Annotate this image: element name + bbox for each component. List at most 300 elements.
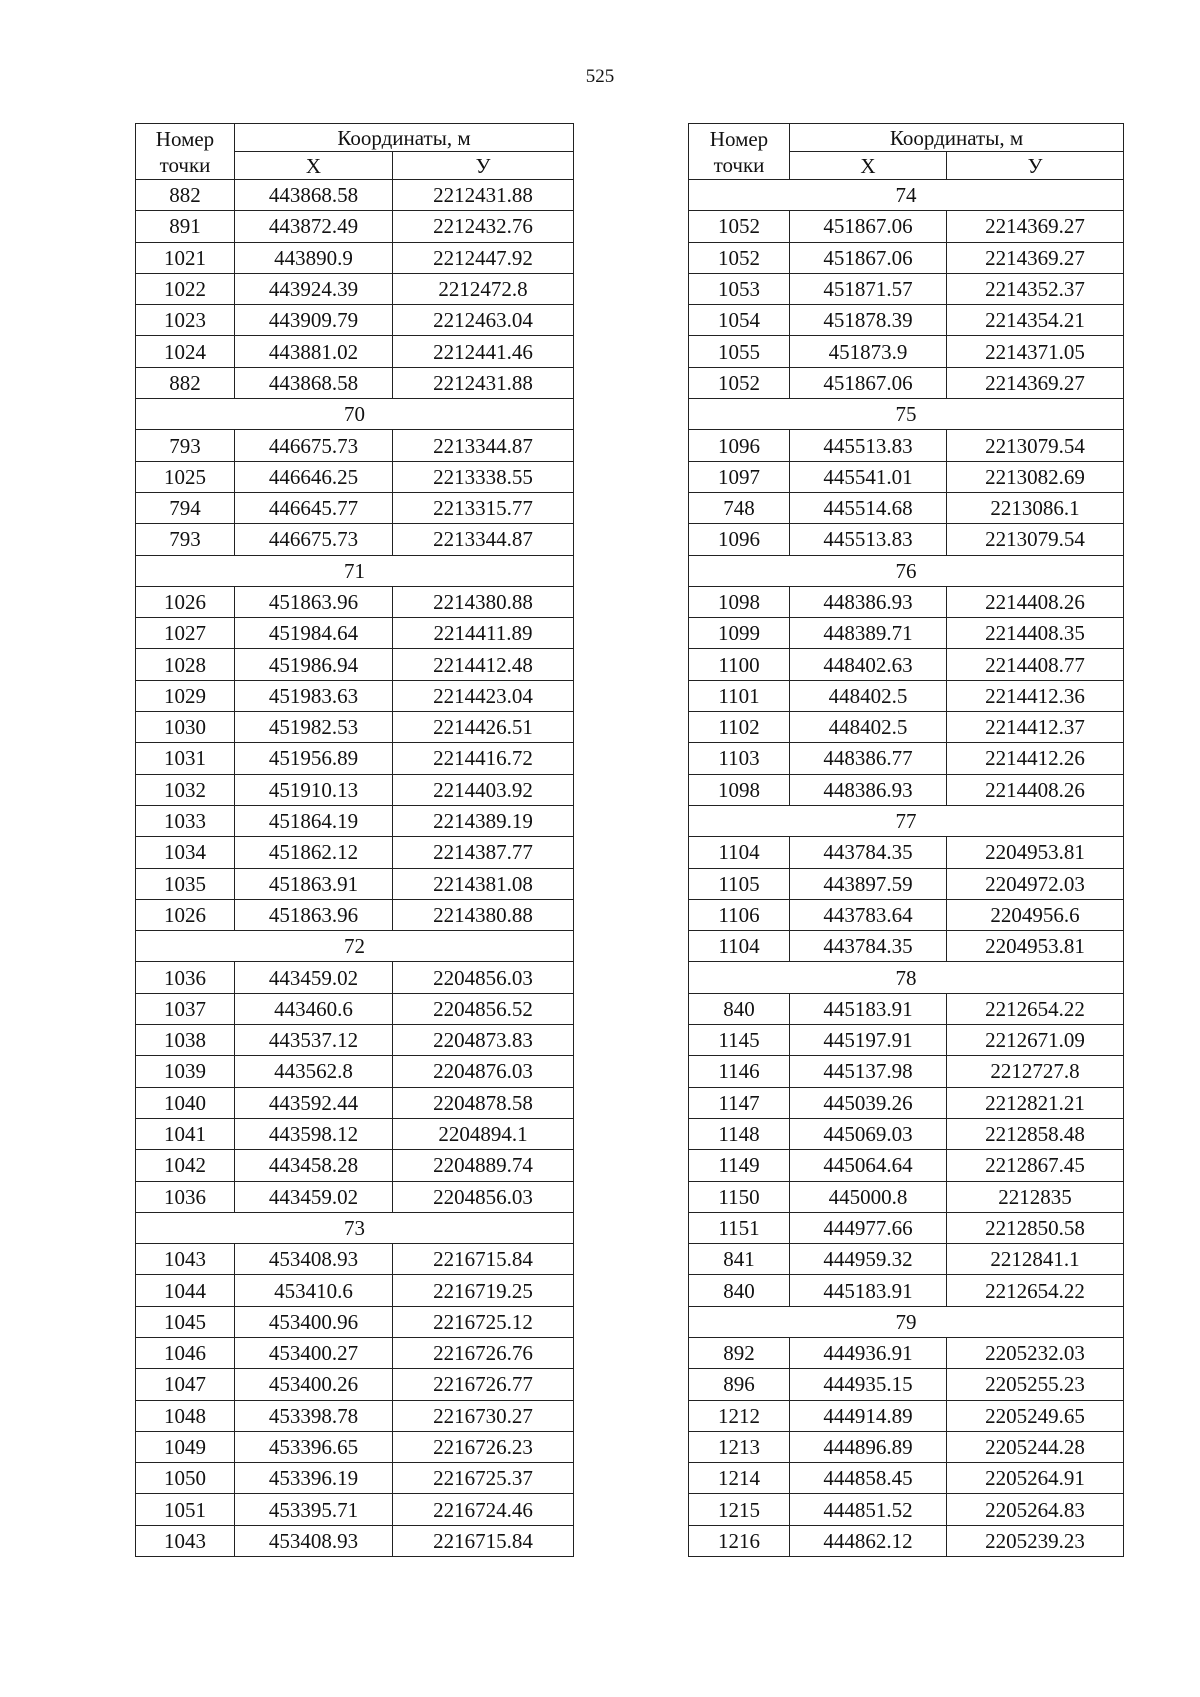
x-coordinate-cell: 451867.06 <box>790 211 947 242</box>
table-row <box>136 868 574 899</box>
table-row <box>136 962 574 993</box>
table-row <box>136 524 574 555</box>
table-row <box>136 180 574 211</box>
x-coordinate-cell: 444896.89 <box>790 1431 947 1462</box>
table-row <box>136 1025 574 1056</box>
point-number-cell: 1216 <box>689 1525 790 1556</box>
point-number-cell: 1102 <box>689 712 790 743</box>
table-row <box>689 743 1124 774</box>
x-coordinate-cell: 448386.77 <box>790 743 947 774</box>
table-row <box>136 305 574 336</box>
point-number-cell: 1026 <box>136 586 235 617</box>
point-number-cell: 841 <box>689 1244 790 1275</box>
table-row <box>136 993 574 1024</box>
table-row <box>689 931 1124 962</box>
point-number-cell: 1052 <box>689 367 790 398</box>
point-number-cell: 1098 <box>689 586 790 617</box>
table-row <box>136 805 574 836</box>
point-number-cell: 1027 <box>136 618 235 649</box>
y-coordinate-cell: 2204956.6 <box>947 899 1124 930</box>
table-row <box>136 743 574 774</box>
x-coordinate-cell: 445514.68 <box>790 492 947 523</box>
y-coordinate-cell: 2204873.83 <box>393 1025 574 1056</box>
point-number-cell: 882 <box>136 367 235 398</box>
section-row <box>689 805 1124 836</box>
point-number-cell: 1044 <box>136 1275 235 1306</box>
x-coordinate-cell: 443909.79 <box>235 305 393 336</box>
table-body-right <box>689 180 1124 1557</box>
y-coordinate-cell: 2213086.1 <box>947 492 1124 523</box>
table-row <box>689 1212 1124 1243</box>
x-coordinate-cell: 443460.6 <box>235 993 393 1024</box>
section-row <box>136 555 574 586</box>
section-label: 76 <box>689 555 1124 586</box>
x-coordinate-cell: 445183.91 <box>790 1275 947 1306</box>
point-number-cell: 1096 <box>689 524 790 555</box>
x-coordinate-cell: 451982.53 <box>235 712 393 743</box>
x-coordinate-cell: 443598.12 <box>235 1118 393 1149</box>
coordinates-table-right <box>688 123 1124 1557</box>
x-coordinate-cell: 446645.77 <box>235 492 393 523</box>
y-coordinate-cell: 2212432.76 <box>393 211 574 242</box>
x-coordinate-cell: 443458.28 <box>235 1150 393 1181</box>
x-coordinate-cell: 451867.06 <box>790 242 947 273</box>
y-coordinate-cell: 2213344.87 <box>393 524 574 555</box>
point-number-cell: 793 <box>136 430 235 461</box>
y-coordinate-cell: 2204889.74 <box>393 1150 574 1181</box>
y-coordinate-cell: 2214412.48 <box>393 649 574 680</box>
table-row <box>689 211 1124 242</box>
y-coordinate-cell: 2204856.52 <box>393 993 574 1024</box>
y-coordinate-cell: 2212727.8 <box>947 1056 1124 1087</box>
y-coordinate-cell: 2216715.84 <box>393 1525 574 1556</box>
table-row <box>689 461 1124 492</box>
y-coordinate-cell: 2212821.21 <box>947 1087 1124 1118</box>
table-row <box>136 1118 574 1149</box>
y-coordinate-cell: 2214369.27 <box>947 242 1124 273</box>
point-number-cell: 1043 <box>136 1525 235 1556</box>
y-coordinate-cell: 2214352.37 <box>947 273 1124 304</box>
x-coordinate-cell: 451910.13 <box>235 774 393 805</box>
point-number-cell: 1034 <box>136 837 235 868</box>
table-row <box>689 680 1124 711</box>
y-coordinate-cell: 2214426.51 <box>393 712 574 743</box>
table-row <box>689 649 1124 680</box>
y-coordinate-cell: 2205249.65 <box>947 1400 1124 1431</box>
x-coordinate-cell: 445039.26 <box>790 1087 947 1118</box>
table-row <box>136 1275 574 1306</box>
x-coordinate-cell: 453400.27 <box>235 1337 393 1368</box>
coordinates-header: Координаты, м <box>790 124 1124 152</box>
y-coordinate-cell: 2216730.27 <box>393 1400 574 1431</box>
y-coordinate-cell: 2216715.84 <box>393 1244 574 1275</box>
table-row <box>689 993 1124 1024</box>
y-coordinate-cell: 2214369.27 <box>947 367 1124 398</box>
y-coordinate-cell: 2204953.81 <box>947 837 1124 868</box>
y-coordinate-cell: 2212858.48 <box>947 1118 1124 1149</box>
y-column-header: У <box>947 152 1124 180</box>
y-coordinate-cell: 2214389.19 <box>393 805 574 836</box>
x-coordinate-cell: 445197.91 <box>790 1025 947 1056</box>
page-number: 525 <box>585 66 615 87</box>
y-coordinate-cell: 2214369.27 <box>947 211 1124 242</box>
point-number-cell: 1213 <box>689 1431 790 1462</box>
y-coordinate-cell: 2214408.35 <box>947 618 1124 649</box>
x-coordinate-cell: 446646.25 <box>235 461 393 492</box>
table-row <box>689 1025 1124 1056</box>
y-coordinate-cell: 2212431.88 <box>393 367 574 398</box>
section-label: 72 <box>136 931 574 962</box>
point-number-cell: 1029 <box>136 680 235 711</box>
table-row <box>136 774 574 805</box>
x-coordinate-cell: 445541.01 <box>790 461 947 492</box>
point-number-cell: 1032 <box>136 774 235 805</box>
table-row <box>689 1369 1124 1400</box>
table-row <box>689 336 1124 367</box>
point-number-cell: 1215 <box>689 1494 790 1525</box>
table-row <box>689 242 1124 273</box>
y-coordinate-cell: 2216726.77 <box>393 1369 574 1400</box>
table-row <box>689 1463 1124 1494</box>
section-label: 78 <box>689 962 1124 993</box>
point-number-cell: 1150 <box>689 1181 790 1212</box>
point-number-header-line2: точки <box>713 152 765 177</box>
y-coordinate-cell: 2216725.37 <box>393 1463 574 1494</box>
y-coordinate-cell: 2213338.55 <box>393 461 574 492</box>
coordinates-header: Координаты, м <box>235 124 574 152</box>
point-number-cell: 1099 <box>689 618 790 649</box>
table-row <box>689 1525 1124 1556</box>
x-coordinate-cell: 451864.19 <box>235 805 393 836</box>
point-number-cell: 1041 <box>136 1118 235 1149</box>
table-row <box>136 1056 574 1087</box>
y-coordinate-cell: 2204856.03 <box>393 962 574 993</box>
table-row <box>136 837 574 868</box>
table-row <box>689 1056 1124 1087</box>
point-number-cell: 1101 <box>689 680 790 711</box>
y-coordinate-cell: 2204856.03 <box>393 1181 574 1212</box>
point-number-cell: 1030 <box>136 712 235 743</box>
point-number-cell: 1022 <box>136 273 235 304</box>
y-column-header: У <box>393 152 574 180</box>
table-row <box>689 1181 1124 1212</box>
point-number-cell: 1049 <box>136 1431 235 1462</box>
x-coordinate-cell: 446675.73 <box>235 524 393 555</box>
table-row <box>136 1369 574 1400</box>
y-coordinate-cell: 2212447.92 <box>393 242 574 273</box>
x-coordinate-cell: 451863.91 <box>235 868 393 899</box>
y-coordinate-cell: 2216726.76 <box>393 1337 574 1368</box>
point-number-cell: 1053 <box>689 273 790 304</box>
table-row <box>689 524 1124 555</box>
point-number-cell: 892 <box>689 1337 790 1368</box>
y-coordinate-cell: 2214423.04 <box>393 680 574 711</box>
y-coordinate-cell: 2205239.23 <box>947 1525 1124 1556</box>
x-coordinate-cell: 448386.93 <box>790 774 947 805</box>
point-number-cell: 1146 <box>689 1056 790 1087</box>
x-coordinate-cell: 443592.44 <box>235 1087 393 1118</box>
table-row <box>136 1087 574 1118</box>
point-number-cell: 1047 <box>136 1369 235 1400</box>
x-coordinate-cell: 453410.6 <box>235 1275 393 1306</box>
x-column-header: X <box>790 152 947 180</box>
y-coordinate-cell: 2205244.28 <box>947 1431 1124 1462</box>
point-number-cell: 1025 <box>136 461 235 492</box>
y-coordinate-cell: 2214412.26 <box>947 743 1124 774</box>
point-number-cell: 882 <box>136 180 235 211</box>
point-number-cell: 1023 <box>136 305 235 336</box>
x-coordinate-cell: 444959.32 <box>790 1244 947 1275</box>
point-number-cell: 1149 <box>689 1150 790 1181</box>
point-number-cell: 891 <box>136 211 235 242</box>
table-row <box>689 586 1124 617</box>
y-coordinate-cell: 2214408.26 <box>947 586 1124 617</box>
x-coordinate-cell: 453396.65 <box>235 1431 393 1462</box>
x-coordinate-cell: 451878.39 <box>790 305 947 336</box>
x-coordinate-cell: 443897.59 <box>790 868 947 899</box>
table-row <box>136 1337 574 1368</box>
section-row <box>136 1212 574 1243</box>
x-coordinate-cell: 448402.5 <box>790 680 947 711</box>
x-coordinate-cell: 451956.89 <box>235 743 393 774</box>
table-row <box>689 618 1124 649</box>
table-row <box>689 305 1124 336</box>
y-coordinate-cell: 2216725.12 <box>393 1306 574 1337</box>
point-number-header-line1: Номер <box>709 126 769 151</box>
section-row <box>689 180 1124 211</box>
y-coordinate-cell: 2212431.88 <box>393 180 574 211</box>
table-row <box>136 336 574 367</box>
point-number-cell: 1045 <box>136 1306 235 1337</box>
y-coordinate-cell: 2214387.77 <box>393 837 574 868</box>
y-coordinate-cell: 2214403.92 <box>393 774 574 805</box>
x-coordinate-cell: 445000.8 <box>790 1181 947 1212</box>
table-row <box>136 1463 574 1494</box>
section-row <box>689 399 1124 430</box>
point-number-cell: 1096 <box>689 430 790 461</box>
y-coordinate-cell: 2212441.46 <box>393 336 574 367</box>
point-number-cell: 1033 <box>136 805 235 836</box>
table-row <box>689 868 1124 899</box>
table-row <box>689 712 1124 743</box>
table-row <box>689 273 1124 304</box>
point-number-cell: 1148 <box>689 1118 790 1149</box>
point-number-header-line2: точки <box>159 152 211 177</box>
y-coordinate-cell: 2204878.58 <box>393 1087 574 1118</box>
x-coordinate-cell: 445069.03 <box>790 1118 947 1149</box>
point-number-cell: 748 <box>689 492 790 523</box>
table-row <box>136 430 574 461</box>
y-coordinate-cell: 2216726.23 <box>393 1431 574 1462</box>
table-row <box>136 1494 574 1525</box>
point-number-header <box>689 124 790 180</box>
x-coordinate-cell: 444914.89 <box>790 1400 947 1431</box>
point-number-cell: 1028 <box>136 649 235 680</box>
y-coordinate-cell: 2214354.21 <box>947 305 1124 336</box>
y-coordinate-cell: 2214371.05 <box>947 336 1124 367</box>
x-coordinate-cell: 443924.39 <box>235 273 393 304</box>
point-number-cell: 1151 <box>689 1212 790 1243</box>
table-row <box>136 242 574 273</box>
x-coordinate-cell: 448386.93 <box>790 586 947 617</box>
section-row <box>689 555 1124 586</box>
x-coordinate-cell: 443459.02 <box>235 962 393 993</box>
x-coordinate-cell: 443868.58 <box>235 180 393 211</box>
table-row <box>689 899 1124 930</box>
x-coordinate-cell: 443784.35 <box>790 837 947 868</box>
x-coordinate-cell: 453395.71 <box>235 1494 393 1525</box>
x-coordinate-cell: 445513.83 <box>790 524 947 555</box>
x-coordinate-cell: 443783.64 <box>790 899 947 930</box>
x-coordinate-cell: 443562.8 <box>235 1056 393 1087</box>
y-coordinate-cell: 2205232.03 <box>947 1337 1124 1368</box>
x-coordinate-cell: 451862.12 <box>235 837 393 868</box>
point-number-cell: 1103 <box>689 743 790 774</box>
y-coordinate-cell: 2213315.77 <box>393 492 574 523</box>
table-row <box>136 1150 574 1181</box>
point-number-cell: 1055 <box>689 336 790 367</box>
x-coordinate-cell: 443459.02 <box>235 1181 393 1212</box>
x-coordinate-cell: 451986.94 <box>235 649 393 680</box>
point-number-cell: 1145 <box>689 1025 790 1056</box>
table-row <box>689 1118 1124 1149</box>
section-label: 74 <box>689 180 1124 211</box>
table-row <box>136 1431 574 1462</box>
x-coordinate-cell: 445183.91 <box>790 993 947 1024</box>
x-coordinate-cell: 451873.9 <box>790 336 947 367</box>
x-coordinate-cell: 453408.93 <box>235 1244 393 1275</box>
section-row <box>689 962 1124 993</box>
x-coordinate-cell: 444862.12 <box>790 1525 947 1556</box>
x-coordinate-cell: 451863.96 <box>235 899 393 930</box>
table-row <box>689 1431 1124 1462</box>
table-row <box>136 1525 574 1556</box>
table-row <box>689 1150 1124 1181</box>
point-number-cell: 840 <box>689 1275 790 1306</box>
table-row <box>136 367 574 398</box>
table-row <box>136 1400 574 1431</box>
table-body-left <box>136 180 574 1557</box>
table-row <box>136 586 574 617</box>
y-coordinate-cell: 2213079.54 <box>947 430 1124 461</box>
table-row <box>136 1181 574 1212</box>
y-coordinate-cell: 2214380.88 <box>393 586 574 617</box>
point-number-cell: 1036 <box>136 962 235 993</box>
y-coordinate-cell: 2204953.81 <box>947 931 1124 962</box>
point-number-cell: 1051 <box>136 1494 235 1525</box>
y-coordinate-cell: 2205264.91 <box>947 1463 1124 1494</box>
x-coordinate-cell: 448402.63 <box>790 649 947 680</box>
table-row <box>136 1306 574 1337</box>
x-coordinate-cell: 451871.57 <box>790 273 947 304</box>
section-row <box>689 1306 1124 1337</box>
point-number-cell: 1100 <box>689 649 790 680</box>
table-row <box>689 1275 1124 1306</box>
y-coordinate-cell: 2212654.22 <box>947 1275 1124 1306</box>
x-coordinate-cell: 451984.64 <box>235 618 393 649</box>
point-number-cell: 1098 <box>689 774 790 805</box>
y-coordinate-cell: 2212850.58 <box>947 1212 1124 1243</box>
point-number-cell: 1104 <box>689 931 790 962</box>
table-row <box>689 837 1124 868</box>
table-row <box>136 712 574 743</box>
x-column-header: X <box>235 152 393 180</box>
x-coordinate-cell: 453396.19 <box>235 1463 393 1494</box>
point-number-cell: 1048 <box>136 1400 235 1431</box>
point-number-cell: 1036 <box>136 1181 235 1212</box>
y-coordinate-cell: 2214411.89 <box>393 618 574 649</box>
table-row <box>689 492 1124 523</box>
point-number-cell: 1031 <box>136 743 235 774</box>
point-number-cell: 1052 <box>689 242 790 273</box>
x-coordinate-cell: 453400.26 <box>235 1369 393 1400</box>
point-number-cell: 793 <box>136 524 235 555</box>
table-row <box>689 367 1124 398</box>
x-coordinate-cell: 448402.5 <box>790 712 947 743</box>
y-coordinate-cell: 2213082.69 <box>947 461 1124 492</box>
x-coordinate-cell: 443872.49 <box>235 211 393 242</box>
point-number-cell: 1046 <box>136 1337 235 1368</box>
y-coordinate-cell: 2214408.26 <box>947 774 1124 805</box>
point-number-cell: 1097 <box>689 461 790 492</box>
table-row <box>136 680 574 711</box>
point-number-cell: 1147 <box>689 1087 790 1118</box>
x-coordinate-cell: 453400.96 <box>235 1306 393 1337</box>
y-coordinate-cell: 2214380.88 <box>393 899 574 930</box>
y-coordinate-cell: 2216724.46 <box>393 1494 574 1525</box>
section-label: 79 <box>689 1306 1124 1337</box>
point-number-cell: 1040 <box>136 1087 235 1118</box>
y-coordinate-cell: 2205255.23 <box>947 1369 1124 1400</box>
x-coordinate-cell: 451863.96 <box>235 586 393 617</box>
point-number-cell: 794 <box>136 492 235 523</box>
y-coordinate-cell: 2214416.72 <box>393 743 574 774</box>
table-row <box>689 1244 1124 1275</box>
y-coordinate-cell: 2204876.03 <box>393 1056 574 1087</box>
table-row <box>136 273 574 304</box>
point-number-cell: 1050 <box>136 1463 235 1494</box>
table-row <box>136 211 574 242</box>
x-coordinate-cell: 451983.63 <box>235 680 393 711</box>
table-row <box>136 618 574 649</box>
point-number-cell: 1214 <box>689 1463 790 1494</box>
point-number-cell: 1024 <box>136 336 235 367</box>
point-number-cell: 1039 <box>136 1056 235 1087</box>
table-row <box>136 461 574 492</box>
y-coordinate-cell: 2214412.37 <box>947 712 1124 743</box>
point-number-cell: 840 <box>689 993 790 1024</box>
point-number-header-line1: Номер <box>155 126 215 151</box>
x-coordinate-cell: 444977.66 <box>790 1212 947 1243</box>
x-coordinate-cell: 444851.52 <box>790 1494 947 1525</box>
table-row <box>689 1400 1124 1431</box>
x-coordinate-cell: 443868.58 <box>235 367 393 398</box>
point-number-cell: 1043 <box>136 1244 235 1275</box>
x-coordinate-cell: 445513.83 <box>790 430 947 461</box>
y-coordinate-cell: 2214381.08 <box>393 868 574 899</box>
x-coordinate-cell: 443537.12 <box>235 1025 393 1056</box>
point-number-cell: 1106 <box>689 899 790 930</box>
point-number-cell: 1021 <box>136 242 235 273</box>
point-number-cell: 1035 <box>136 868 235 899</box>
x-coordinate-cell: 451867.06 <box>790 367 947 398</box>
point-number-cell: 1054 <box>689 305 790 336</box>
table-row <box>689 774 1124 805</box>
y-coordinate-cell: 2204894.1 <box>393 1118 574 1149</box>
section-label: 77 <box>689 805 1124 836</box>
table-row <box>689 1337 1124 1368</box>
table-row <box>689 1494 1124 1525</box>
